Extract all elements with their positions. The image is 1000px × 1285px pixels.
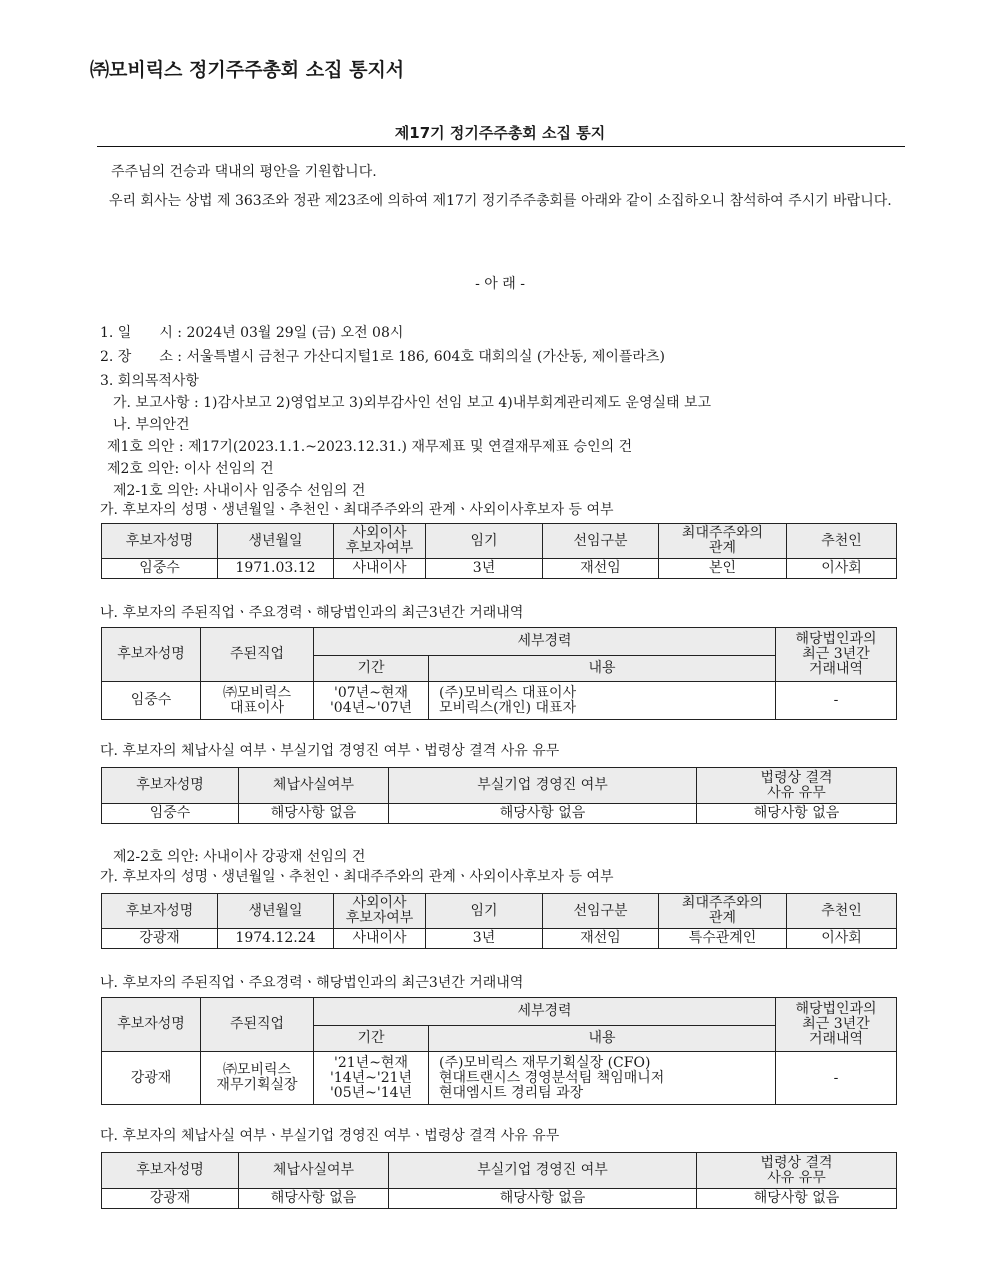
table-cell: 임중수 <box>102 559 218 579</box>
table-cell: - <box>776 682 897 720</box>
table-cell: 강광재 <box>102 929 218 949</box>
disqualification-heading: 다. 후보자의 체납사실 여부ㆍ부실기업 경영진 여부ㆍ법령상 결격 사유 유무 <box>100 1128 560 1144</box>
table-cell: ㈜모비릭스 대표이사 <box>201 682 314 720</box>
table-cell: 해당사항 없음 <box>697 1189 897 1209</box>
table-cell: 재선임 <box>543 929 659 949</box>
table-cell: 이사회 <box>787 559 897 579</box>
report-items: 가. 보고사항 : 1)감사보고 2)영업보고 3)외부감사인 선임 보고 4)내부회계관리제도 운영실태 보고 <box>113 395 712 411</box>
candidate-agenda-title: 제2-2호 의안: 사내이사 강광재 선임의 건 <box>113 849 366 865</box>
table-cell: 이사회 <box>787 929 897 949</box>
table-row <box>102 804 897 824</box>
table-row <box>102 1052 897 1105</box>
header-cell: 최대주주와의 관계 <box>659 524 787 559</box>
table-header-row <box>102 1153 897 1189</box>
header-cell: 사외이사 후보자여부 <box>334 894 426 929</box>
table-row <box>102 1189 897 1209</box>
header-cell: 후보자성명 <box>102 768 239 804</box>
table-cell: 재선임 <box>543 559 659 579</box>
resolution-heading: 나. 부의안건 <box>113 417 190 433</box>
table-cell: 해당사항 없음 <box>239 804 389 824</box>
table-cell: 해당사항 없음 <box>239 1189 389 1209</box>
basic-info-heading: 가. 후보자의 성명ㆍ생년월일ㆍ추천인ㆍ최대주주와의 관계ㆍ사외이사후보자 등 여부 <box>100 502 614 518</box>
candidate-disqualification-table <box>101 767 897 824</box>
header-cell: 생년월일 <box>218 524 334 559</box>
table-cell: 강광재 <box>102 1052 201 1105</box>
candidate-career-table <box>101 627 897 720</box>
table-cell: '07년~현재 '04년~'07년 <box>314 682 429 720</box>
table-cell: '21년~현재 '14년~'21년 '05년~'14년 <box>314 1052 429 1105</box>
table-cell: 본인 <box>659 559 787 579</box>
table-header-row <box>102 628 897 656</box>
candidate-agenda-title: 제2-1호 의안: 사내이사 임중수 선임의 건 <box>113 483 366 499</box>
header-cell: 부실기업 경영진 여부 <box>389 768 697 804</box>
table-header-row <box>102 768 897 804</box>
header-cell: 세부경력 <box>314 628 776 656</box>
table-cell: 3년 <box>426 559 543 579</box>
table-cell: (주)모비릭스 재무기획실장 (CFO) 현대트랜시스 경영분석팀 책임매니저 현대엠시트 경리팀 과장 <box>429 1052 776 1105</box>
header-cell: 해당법인과의 최근 3년간 거래내역 <box>776 998 897 1052</box>
document-header: ㈜모비릭스 정기주주총회 소집 통지서 <box>90 59 405 81</box>
agenda-item-2: 제2호 의안: 이사 선임의 건 <box>107 461 274 477</box>
candidate-basic-table <box>101 523 897 579</box>
header-cell: 법령상 결격 사유 유무 <box>697 1153 897 1189</box>
header-cell: 후보자성명 <box>102 628 201 682</box>
table-header-row <box>102 894 897 929</box>
header-cell: 내용 <box>429 656 776 682</box>
table-cell: 3년 <box>426 929 543 949</box>
header-cell: 부실기업 경영진 여부 <box>389 1153 697 1189</box>
table-cell: 사내이사 <box>334 559 426 579</box>
greeting-text: 주주님의 건승과 댁내의 평안을 기원합니다. <box>111 164 377 180</box>
candidate-basic-table <box>101 893 897 949</box>
header-cell: 추천인 <box>787 524 897 559</box>
career-heading: 나. 후보자의 주된직업ㆍ주요경력ㆍ해당법인과의 최근3년간 거래내역 <box>100 975 524 991</box>
table-cell: (주)모비릭스 대표이사 모비릭스(개인) 대표자 <box>429 682 776 720</box>
table-cell: 사내이사 <box>334 929 426 949</box>
meeting-place: 2. 장 소 : 서울특별시 금천구 가산디지털1로 186, 604호 대회의실 (가산동, 제이플라츠) <box>100 349 665 365</box>
header-cell: 기간 <box>314 1026 429 1052</box>
table-cell: 해당사항 없음 <box>697 804 897 824</box>
table-cell: 1974.12.24 <box>218 929 334 949</box>
table-header-row <box>102 998 897 1026</box>
header-cell: 임기 <box>426 524 543 559</box>
table-cell: 임중수 <box>102 804 239 824</box>
table-cell: - <box>776 1052 897 1105</box>
basic-info-heading: 가. 후보자의 성명ㆍ생년월일ㆍ추천인ㆍ최대주주와의 관계ㆍ사외이사후보자 등 여부 <box>100 869 614 885</box>
intro-paragraph: 우리 회사는 상법 제 363조와 정관 제23조에 의하여 제17기 정기주주총회를 아래와 같이 소집하오니 참석하여 주시기 바랍니다. <box>109 193 892 209</box>
purpose-heading: 3. 회의목적사항 <box>100 373 199 389</box>
table-cell: 해당사항 없음 <box>389 1189 697 1209</box>
disqualification-heading: 다. 후보자의 체납사실 여부ㆍ부실기업 경영진 여부ㆍ법령상 결격 사유 유무 <box>100 743 560 759</box>
header-cell: 후보자성명 <box>102 1153 239 1189</box>
separator-text: - 아 래 - <box>475 276 525 292</box>
header-cell: 후보자성명 <box>102 998 201 1052</box>
header-cell: 후보자성명 <box>102 894 218 929</box>
table-cell: 특수관계인 <box>659 929 787 949</box>
table-cell: 1971.03.12 <box>218 559 334 579</box>
table-header-row <box>102 524 897 559</box>
agenda-item-1: 제1호 의안 : 제17기(2023.1.1.~2023.12.31.) 재무제표 및 연결재무제표 승인의 건 <box>107 439 633 455</box>
notice-title: 제17기 정기주주총회 소집 통지 <box>394 124 606 142</box>
header-cell: 주된직업 <box>201 998 314 1052</box>
title-divider <box>97 146 905 147</box>
header-cell: 체납사실여부 <box>239 1153 389 1189</box>
header-cell: 내용 <box>429 1026 776 1052</box>
header-cell: 최대주주와의 관계 <box>659 894 787 929</box>
header-cell: 주된직업 <box>201 628 314 682</box>
header-cell: 해당법인과의 최근 3년간 거래내역 <box>776 628 897 682</box>
table-cell: 임중수 <box>102 682 201 720</box>
header-cell: 임기 <box>426 894 543 929</box>
header-cell: 추천인 <box>787 894 897 929</box>
header-cell: 선임구분 <box>543 894 659 929</box>
career-heading: 나. 후보자의 주된직업ㆍ주요경력ㆍ해당법인과의 최근3년간 거래내역 <box>100 605 524 621</box>
header-cell: 후보자성명 <box>102 524 218 559</box>
table-row <box>102 559 897 579</box>
header-cell: 사외이사 후보자여부 <box>334 524 426 559</box>
table-cell: 강광재 <box>102 1189 239 1209</box>
header-cell: 생년월일 <box>218 894 334 929</box>
header-cell: 선임구분 <box>543 524 659 559</box>
table-row <box>102 682 897 720</box>
header-cell: 체납사실여부 <box>239 768 389 804</box>
table-cell: 해당사항 없음 <box>389 804 697 824</box>
header-cell: 세부경력 <box>314 998 776 1026</box>
candidate-disqualification-table <box>101 1152 897 1209</box>
header-cell: 기간 <box>314 656 429 682</box>
meeting-date: 1. 일 시 : 2024년 03월 29일 (금) 오전 08시 <box>100 325 404 341</box>
header-cell: 법령상 결격 사유 유무 <box>697 768 897 804</box>
candidate-career-table <box>101 997 897 1105</box>
table-cell: ㈜모비릭스 재무기획실장 <box>201 1052 314 1105</box>
table-row <box>102 929 897 949</box>
